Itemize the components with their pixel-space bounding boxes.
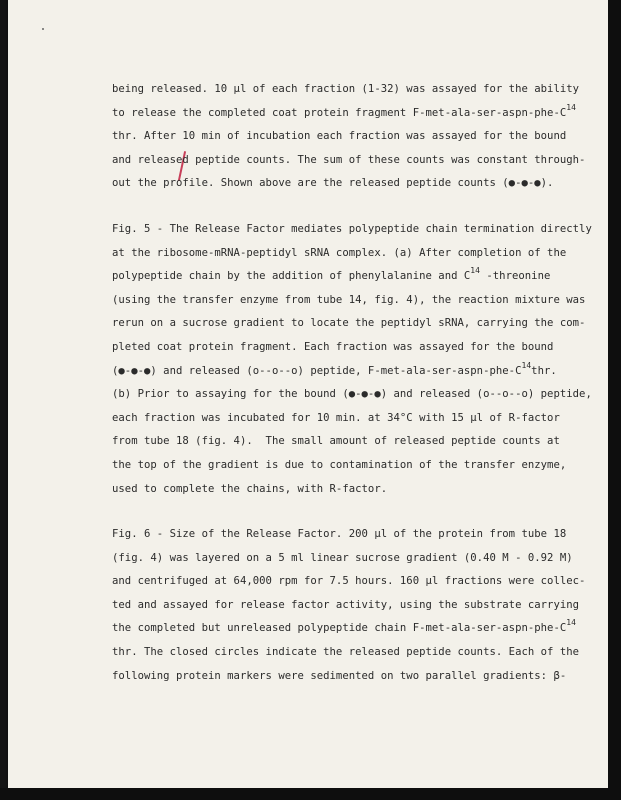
p3-line-6: thr. The closed circles indicate the released peptide counts. Each of the — [112, 646, 580, 659]
superscript-14: 14 — [566, 618, 576, 628]
p2-line-6: pleted coat protein fragment. Each fraction was assayed for the bound — [112, 340, 554, 353]
p3-line-4: ted and assayed for release factor activity, using the substrate carrying — [112, 598, 580, 611]
p1-line-3: thr. After 10 min of incubation each fraction was assayed for the bound — [112, 130, 567, 143]
p2-line-9: each fraction was incubated for 10 min. at 34°C with 15 µl of R-factor — [112, 411, 560, 424]
p2-line-10: from tube 18 (fig. 4). The small amount of released peptide counts at — [112, 435, 560, 448]
p1-line-2: to release the completed coat protein fragment $F-met-ala-ser-aspn-phe-C^{14}$ — [112, 102, 576, 119]
p2-line-12: used to complete the chains, with R-factor. — [112, 482, 388, 495]
p2-line-5: rerun on a sucrose gradient to locate the peptidyl sRNA, carrying the com- — [112, 317, 586, 330]
p2-line-3: polypeptide chain by the addition of phenylalanine and $C^{14}$ -threonine — [112, 266, 551, 283]
p3-line-1: Fig. 6 - Size of the Release Factor. 200 µl of the protein from tube 18 — [112, 528, 567, 541]
p2-line-8: (b) Prior to assaying for the bound (●-●-●) and released (o--o--o) peptide, — [112, 388, 592, 401]
body-text — [112, 78, 592, 688]
p1-line-5: out the profile. Shown above are the released peptide counts (●-●-●). — [112, 177, 554, 190]
scan-border-right — [608, 0, 621, 800]
p1-line-4: and released peptide counts. The sum of these counts was constant through- — [112, 153, 586, 166]
superscript-14: 14 — [566, 102, 576, 112]
p2-line-4: (using the transfer enzyme from tube 14, fig. 4), the reaction mixture was — [112, 293, 586, 306]
p2-line-2: at the ribosome-mRNA-peptidyl sRNA complex. (a) After completion of the — [112, 246, 567, 259]
p1-line-1: being released. 10 µl of each fraction (1-32) was assayed for the ability — [112, 83, 580, 95]
p3-line-5: the completed but unreleased polypeptide chain $F-met-ala-ser-aspn-phe-C^{14}$ — [112, 618, 576, 635]
p2-line-1: Fig. 5 - The Release Factor mediates polypeptide chain termination directly — [112, 222, 592, 235]
superscript-14: 14 — [470, 266, 480, 276]
p3-line-3: and centrifuged at 64,000 rpm for 7.5 hours. 160 µl fractions were collec- — [112, 575, 586, 588]
p2-line-11: the top of the gradient is due to contamination of the transfer enzyme, — [112, 458, 567, 471]
paper-speck — [42, 28, 44, 30]
document-page — [8, 0, 608, 788]
p2-line-7: (●-●-●) and released (o--o--o) peptide, $F-met-ala-ser-aspn-phe-C^{14}thr$. — [112, 360, 557, 377]
p3-line-7: following protein markers were sedimented on two parallel gradients: β- — [112, 669, 567, 682]
p3-line-2: (fig. 4) was layered on a 5 ml linear sucrose gradient (0.40 M - 0.92 M) — [112, 551, 573, 564]
superscript-14: 14 — [521, 360, 532, 370]
scan-border-bottom — [0, 788, 621, 800]
